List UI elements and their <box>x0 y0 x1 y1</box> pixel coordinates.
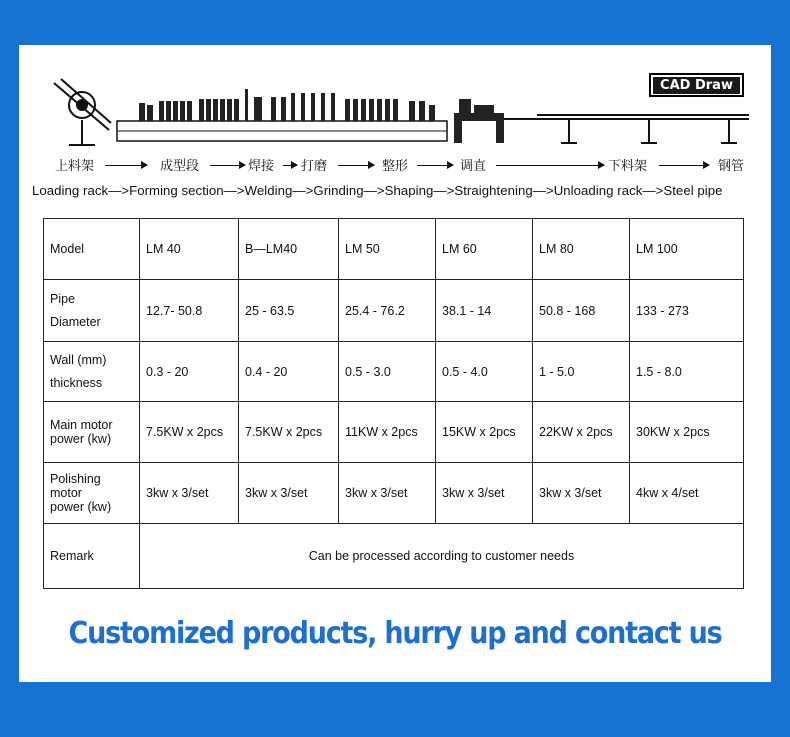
step-cn-3: 焊接 <box>248 159 275 174</box>
wall-thickness-cell: 0.3 - 20 <box>140 342 239 402</box>
spec-table <box>43 218 744 589</box>
model-cell: LM 60 <box>436 219 533 280</box>
pipe-diameter-cell: 25.4 - 76.2 <box>339 280 436 342</box>
polishing-motor-cell: 4kw x 4/set <box>630 463 744 524</box>
arrow-right-icon <box>210 165 245 166</box>
pipe-diameter-cell: 50.8 - 168 <box>533 280 630 342</box>
step-cn-4: 打磨 <box>301 159 328 174</box>
table-row-wall-thickness <box>44 342 744 402</box>
production-line-drawing <box>49 75 749 155</box>
row-label-pipe-diameter: Pipe Diameter <box>44 280 140 342</box>
pipe-diameter-cell: 133 - 273 <box>630 280 744 342</box>
main-motor-cell: 7.5KW x 2pcs <box>140 402 239 463</box>
arrow-right-icon <box>338 165 374 166</box>
model-cell: LM 100 <box>630 219 744 280</box>
main-motor-cell: 22KW x 2pcs <box>533 402 630 463</box>
model-cell: LM 80 <box>533 219 630 280</box>
polishing-motor-cell: 3kw x 3/set <box>140 463 239 524</box>
step-cn-5: 整形 <box>382 159 409 174</box>
row-label-remark: Remark <box>44 524 140 589</box>
row-label-main-motor: Main motor power (kw) <box>44 402 140 463</box>
polishing-motor-cell: 3kw x 3/set <box>436 463 533 524</box>
row-label-model: Model <box>44 219 140 280</box>
polishing-motor-cell: 3kw x 3/set <box>339 463 436 524</box>
arrow-right-icon <box>496 165 604 166</box>
step-cn-8: 钢管 <box>718 159 745 174</box>
process-flow-chinese <box>55 155 775 175</box>
model-cell: LM 50 <box>339 219 436 280</box>
arrow-right-icon <box>105 165 147 166</box>
main-motor-cell: 30KW x 2pcs <box>630 402 744 463</box>
wall-thickness-cell: 1.5 - 8.0 <box>630 342 744 402</box>
table-row-remark <box>44 524 744 589</box>
arrow-right-icon <box>659 165 709 166</box>
table-row-main-motor <box>44 402 744 463</box>
row-label-wall-thickness: Wall (mm) thickness <box>44 342 140 402</box>
main-motor-cell: 11KW x 2pcs <box>339 402 436 463</box>
step-cn-7: 下料架 <box>608 159 648 174</box>
step-cn-6: 调直 <box>460 159 487 174</box>
arrow-right-icon <box>283 165 297 166</box>
arrow-right-icon <box>417 165 453 166</box>
wall-thickness-cell: 0.5 - 3.0 <box>339 342 436 402</box>
polishing-motor-cell: 3kw x 3/set <box>239 463 339 524</box>
wall-thickness-cell: 0.5 - 4.0 <box>436 342 533 402</box>
footer-cta-text: Customized products, hurry up and contact us <box>68 616 722 651</box>
remark-cell: Can be processed according to customer needs <box>140 524 744 589</box>
pipe-diameter-cell: 25 - 63.5 <box>239 280 339 342</box>
wall-thickness-cell: 1 - 5.0 <box>533 342 630 402</box>
step-cn-2: 成型段 <box>160 159 200 174</box>
polishing-motor-cell: 3kw x 3/set <box>533 463 630 524</box>
cad-draw-label: CAD Draw <box>653 77 740 94</box>
process-flow-english: Loading rack—>Forming section—>Welding—>Grinding—>Shaping—>Straightening—>Unloading rack—>Steel pipe <box>32 183 723 198</box>
model-cell: B—LM40 <box>239 219 339 280</box>
main-motor-cell: 7.5KW x 2pcs <box>239 402 339 463</box>
table-row-model <box>44 219 744 280</box>
row-label-polishing-motor: Polishing motor power (kw) <box>44 463 140 524</box>
pipe-diameter-cell: 12.7- 50.8 <box>140 280 239 342</box>
main-motor-cell: 15KW x 2pcs <box>436 402 533 463</box>
model-cell: LM 40 <box>140 219 239 280</box>
spec-card <box>19 45 771 682</box>
wall-thickness-cell: 0.4 - 20 <box>239 342 339 402</box>
step-cn-1: 上料架 <box>55 159 95 174</box>
pipe-diameter-cell: 38.1 - 14 <box>436 280 533 342</box>
table-row-polishing-motor <box>44 463 744 524</box>
table-row-pipe-diameter <box>44 280 744 342</box>
